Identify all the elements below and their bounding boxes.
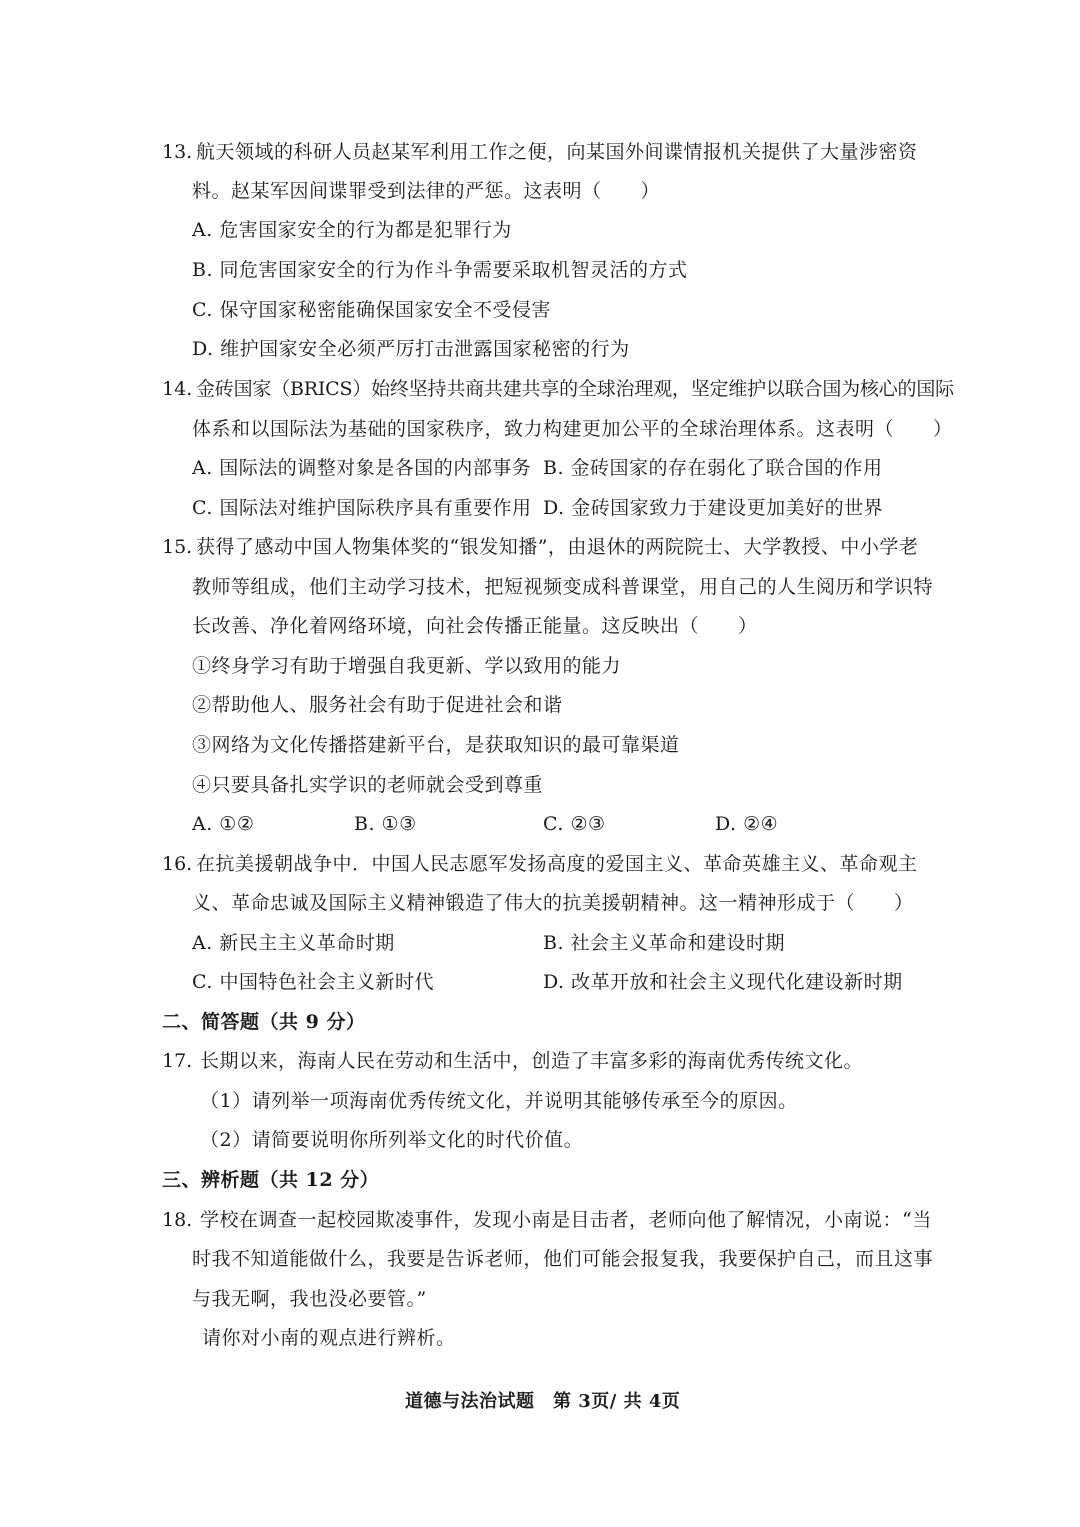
question-15-option-d: D. ②④ bbox=[715, 813, 779, 835]
question-15-line-1: 获得了感动中国人物集体奖的“银发知播”，由退休的两院院士、大学教授、中小学老 bbox=[196, 536, 919, 558]
question-18-line-2: 时我不知道能做什么，我要是告诉老师，他们可能会报复我，我要保护自己，而且这事 bbox=[192, 1248, 934, 1270]
question-16-number: 16. bbox=[162, 853, 193, 875]
section-heading-short-answer: 二、简答题（共 9 分） bbox=[162, 1011, 366, 1033]
question-13-option-b: B. 同危害国家安全的行为作斗争需要采取机智灵活的方式 bbox=[192, 259, 688, 281]
question-15-number: 15. bbox=[162, 536, 193, 558]
question-15-option-c: C. ②③ bbox=[543, 813, 606, 835]
question-17-number: 17. bbox=[162, 1050, 193, 1072]
question-17-subquestion-1: （1）请列举一项海南优秀传统文化，并说明其能够传承至今的原因。 bbox=[200, 1090, 798, 1112]
question-14-option-c: C. 国际法对维护国际秩序具有重要作用 bbox=[192, 497, 532, 519]
question-15-statement-4: ④只要具备扎实学识的老师就会受到尊重 bbox=[192, 774, 544, 796]
section-heading-analysis: 三、辨析题（共 12 分） bbox=[162, 1169, 380, 1191]
question-13-number: 13. bbox=[162, 141, 193, 163]
question-16-option-c: C. 中国特色社会主义新时代 bbox=[192, 971, 434, 993]
question-15-statement-1: ①终身学习有助于增强自我更新、学以致用的能力 bbox=[192, 655, 622, 677]
question-17-subquestion-2: （2）请简要说明你所列举文化的时代价值。 bbox=[200, 1129, 584, 1151]
question-16-line-1: 在抗美援朝战争中．中国人民志愿军发扬高度的爱国主义、革命英雄主义、革命观主 bbox=[196, 853, 918, 875]
page-footer: 道德与法治试题 第 3页/ 共 4页 bbox=[405, 1391, 681, 1412]
question-13-option-d: D. 维护国家安全必须严厉打击泄露国家秘密的行为 bbox=[192, 338, 630, 360]
question-16-option-b: B. 社会主义革命和建设时期 bbox=[543, 932, 786, 954]
question-14-number: 14. bbox=[162, 378, 193, 400]
question-18-line-3: 与我无啊，我也没必要管。” bbox=[192, 1288, 427, 1310]
question-16-option-a: A. 新民主主义革命时期 bbox=[192, 932, 395, 954]
question-18-prompt: 请你对小南的观点进行辨析。 bbox=[202, 1327, 456, 1349]
question-13-option-c: C. 保守国家秘密能确保国家安全不受侵害 bbox=[192, 299, 551, 321]
question-16-line-2: 义、革命忠诚及国际主义精神锻造了伟大的抗美援朝精神。这一精神形成于（ ） bbox=[192, 892, 914, 914]
question-13-line-2: 料。赵某军因间谍罪受到法律的严惩。这表明（ ） bbox=[192, 180, 661, 202]
question-13-line-1: 航天领域的科研人员赵某军利用工作之便，向某国外间谍情报机关提供了大量涉密资 bbox=[196, 141, 918, 163]
question-15-line-2: 教师等组成，他们主动学习技术，把短视频变成科普课堂，用自己的人生阅历和学识特 bbox=[192, 576, 934, 598]
question-14-line-2: 体系和以国际法为基础的国家秩序，致力构建更加公平的全球治理体系。这表明（ ） bbox=[192, 418, 953, 440]
question-18-number: 18. bbox=[162, 1209, 193, 1231]
question-17-line-1: 长期以来，海南人民在劳动和生活中，创造了丰富多彩的海南优秀传统文化。 bbox=[200, 1050, 864, 1072]
question-15-option-b: B. ①③ bbox=[354, 813, 417, 835]
question-16-option-d: D. 改革开放和社会主义现代化建设新时期 bbox=[543, 971, 903, 993]
question-14-option-d: D. 金砖国家致力于建设更加美好的世界 bbox=[543, 497, 884, 519]
question-14-option-b: B. 金砖国家的存在弱化了联合国的作用 bbox=[543, 457, 883, 479]
question-15-line-3: 长改善、净化着网络环境，向社会传播正能量。这反映出（ ） bbox=[192, 615, 758, 637]
question-15-option-a: A. ①② bbox=[192, 813, 255, 835]
question-13-option-a: A. 危害国家安全的行为都是犯罪行为 bbox=[192, 219, 512, 241]
question-15-statement-3: ③网络为文化传播搭建新平台，是获取知识的最可靠渠道 bbox=[192, 734, 680, 756]
question-14-line-1: 金砖国家（BRICS）始终坚持共商共建共享的全球治理观，坚定维护以联合国为核心的国际 bbox=[196, 378, 954, 400]
question-14-option-a: A. 国际法的调整对象是各国的内部事务 bbox=[192, 457, 532, 479]
question-18-line-1: 学校在调查一起校园欺凌事件，发现小南是目击者，老师向他了解情况，小南说：“当 bbox=[200, 1209, 932, 1231]
question-15-statement-2: ②帮助他人、服务社会有助于促进社会和谐 bbox=[192, 694, 563, 716]
